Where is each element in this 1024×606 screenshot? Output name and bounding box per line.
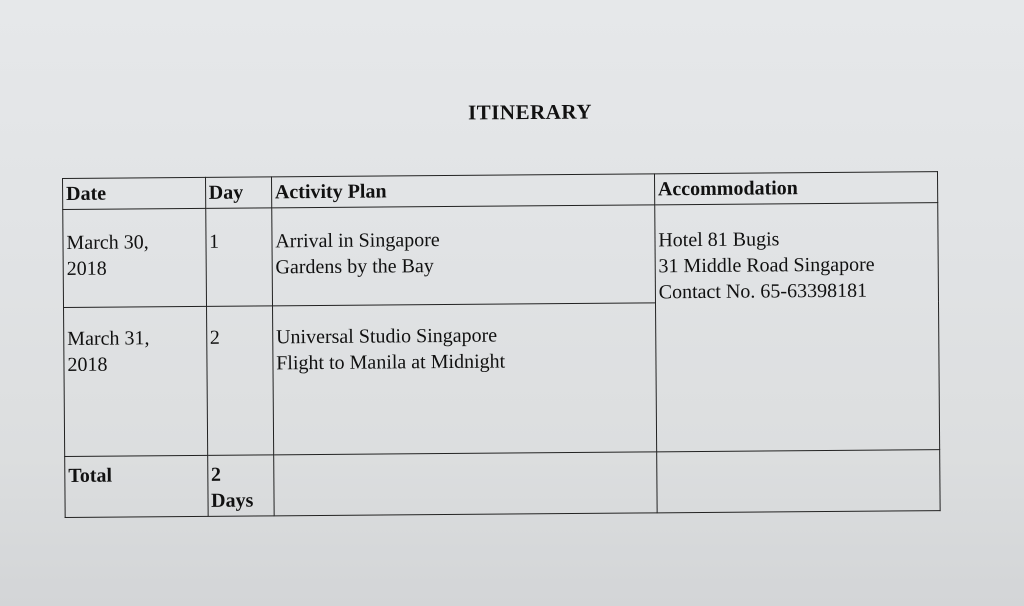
- day-cell: 2: [206, 306, 273, 456]
- activity-line: Gardens by the Bay: [275, 255, 434, 279]
- total-label: Total: [65, 455, 208, 517]
- total-activity-empty-cell: [273, 452, 656, 516]
- total-days-value: 2: [210, 463, 222, 486]
- total-days-unit: Days: [211, 489, 254, 512]
- activity-cell: [272, 303, 656, 455]
- activity-line: Flight to Manila at Midnight: [276, 350, 506, 375]
- hotel-name: Hotel 81 Bugis: [658, 228, 780, 252]
- hotel-address: 31 Middle Road Singapore: [658, 253, 875, 278]
- date-year: 2018: [66, 257, 107, 280]
- date-cell: [63, 208, 206, 307]
- table-row: [63, 203, 939, 308]
- header-date: Date: [63, 177, 206, 209]
- header-day: Day: [205, 177, 271, 209]
- date-line: March 31,: [67, 327, 150, 350]
- itinerary-table: [62, 171, 941, 518]
- date-year: 2018: [67, 353, 108, 376]
- activity-line: Arrival in Singapore: [275, 229, 440, 253]
- total-row: [65, 450, 940, 518]
- day-cell: 1: [205, 208, 272, 307]
- header-accommodation: Accommodation: [654, 172, 937, 205]
- total-accommodation-empty-cell: [656, 450, 940, 513]
- document-title: ITINERARY: [467, 99, 593, 125]
- activity-cell: [272, 205, 656, 306]
- total-days-cell: [207, 455, 274, 517]
- date-line: March 30,: [66, 231, 149, 254]
- activity-line: Universal Studio Singapore: [275, 324, 498, 349]
- header-activity: Activity Plan: [271, 174, 654, 208]
- date-cell: [64, 306, 208, 456]
- accommodation-cell: [655, 203, 940, 452]
- hotel-contact: Contact No. 65-63398181: [658, 279, 868, 304]
